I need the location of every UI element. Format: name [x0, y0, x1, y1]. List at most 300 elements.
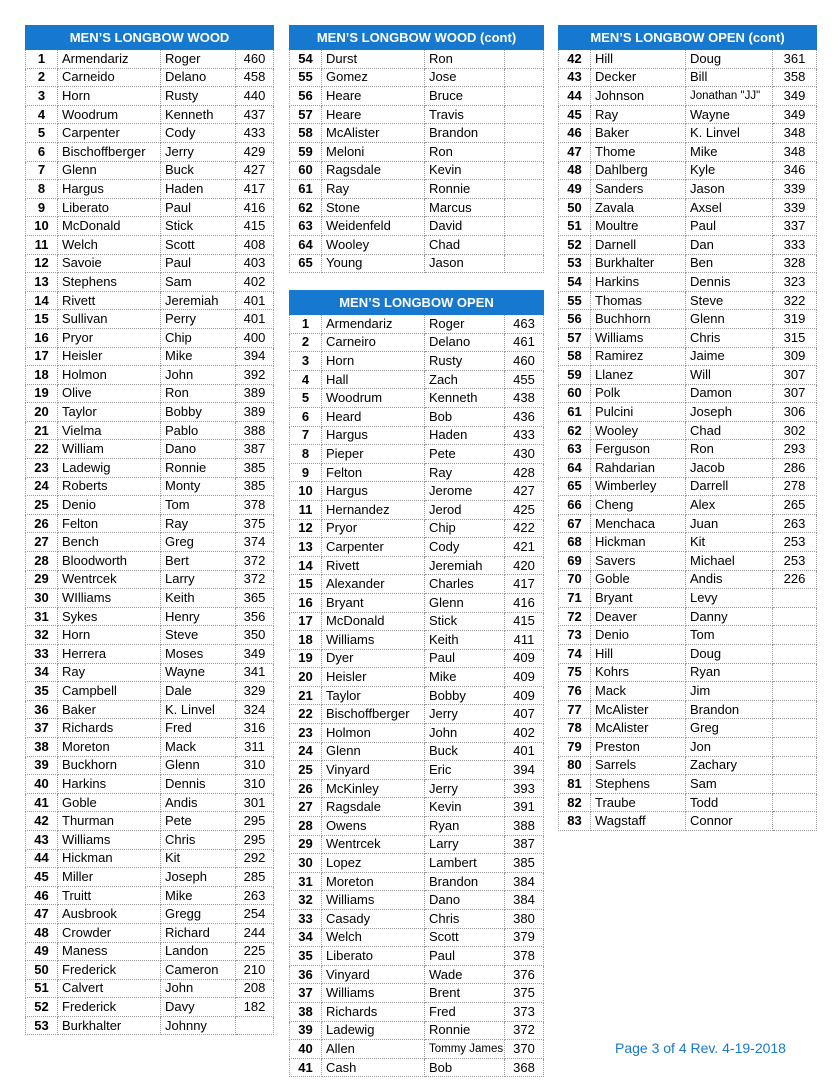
- last-name-cell: Cheng: [591, 496, 686, 515]
- last-name-cell: Harkins: [591, 273, 686, 292]
- table-row: [26, 347, 274, 366]
- score-cell: 365: [236, 589, 274, 608]
- score-cell: 428: [505, 463, 544, 482]
- score-cell: 253: [773, 552, 817, 571]
- rank-cell: 54: [559, 273, 591, 292]
- score-cell: 415: [236, 217, 274, 236]
- table-row: [290, 649, 544, 668]
- rank-cell: 36: [290, 965, 322, 984]
- first-name-cell: Moses: [161, 645, 236, 664]
- table-row: [290, 593, 544, 612]
- last-name-cell: Thurman: [58, 812, 161, 831]
- last-name-cell: Felton: [58, 514, 161, 533]
- table-row: [290, 352, 544, 371]
- first-name-cell: Bob: [425, 1058, 505, 1077]
- last-name-cell: Baker: [58, 700, 161, 719]
- first-name-cell: Cameron: [161, 961, 236, 980]
- table-row: [26, 440, 274, 459]
- first-name-cell: Dan: [686, 235, 773, 254]
- score-cell: 440: [236, 87, 274, 106]
- table-row: [26, 254, 274, 273]
- last-name-cell: Maness: [58, 942, 161, 961]
- table-row: [290, 724, 544, 743]
- first-name-cell: Alex: [686, 496, 773, 515]
- table-row: [290, 854, 544, 873]
- rank-cell: 23: [26, 459, 58, 478]
- first-name-cell: Keith: [425, 631, 505, 650]
- first-name-cell: Kevin: [425, 798, 505, 817]
- rank-cell: 65: [559, 477, 591, 496]
- last-name-cell: Campbell: [58, 682, 161, 701]
- table-row: [559, 700, 817, 719]
- last-name-cell: Pieper: [322, 445, 425, 464]
- first-name-cell: Rusty: [425, 352, 505, 371]
- first-name-cell: Chris: [425, 910, 505, 929]
- table-row: [559, 459, 817, 478]
- last-name-cell: Alexander: [322, 575, 425, 594]
- first-name-cell: Chad: [425, 235, 505, 254]
- first-name-cell: Steve: [686, 291, 773, 310]
- score-cell: 349: [236, 645, 274, 664]
- first-name-cell: Michael: [686, 552, 773, 571]
- table-row: [290, 891, 544, 910]
- score-cell: 263: [236, 886, 274, 905]
- first-name-cell: Greg: [161, 533, 236, 552]
- first-name-cell: Dale: [161, 682, 236, 701]
- last-name-cell: Truitt: [58, 886, 161, 905]
- score-cell: 463: [505, 315, 544, 334]
- last-name-cell: Williams: [322, 984, 425, 1003]
- last-name-cell: Hargus: [322, 482, 425, 501]
- rank-cell: 22: [290, 705, 322, 724]
- rank-cell: 50: [559, 198, 591, 217]
- last-name-cell: Woodrum: [58, 105, 161, 124]
- rank-cell: 57: [290, 105, 322, 124]
- rank-cell: 42: [559, 50, 591, 69]
- first-name-cell: Tommy James: [425, 1040, 505, 1059]
- first-name-cell: Andis: [161, 793, 236, 812]
- score-cell: 349: [773, 87, 817, 106]
- last-name-cell: Felton: [322, 463, 425, 482]
- last-name-cell: Young: [322, 254, 425, 273]
- first-name-cell: Mike: [161, 347, 236, 366]
- rank-cell: 25: [290, 761, 322, 780]
- score-cell: 375: [505, 984, 544, 1003]
- score-cell: 265: [773, 496, 817, 515]
- rank-cell: 48: [559, 161, 591, 180]
- last-name-cell: Mack: [591, 682, 686, 701]
- table-row: [290, 965, 544, 984]
- last-name-cell: Crowder: [58, 923, 161, 942]
- first-name-cell: Jerod: [425, 500, 505, 519]
- last-name-cell: Calvert: [58, 979, 161, 998]
- score-cell: [773, 756, 817, 775]
- table-title: MEN’S LONGBOW WOOD: [26, 26, 274, 50]
- rank-cell: 52: [559, 235, 591, 254]
- score-cell: 411: [505, 631, 544, 650]
- last-name-cell: Vinyard: [322, 965, 425, 984]
- table-row: [559, 87, 817, 106]
- first-name-cell: Jerry: [161, 142, 236, 161]
- score-cell: 295: [236, 812, 274, 831]
- first-name-cell: Levy: [686, 589, 773, 608]
- table-row: [26, 291, 274, 310]
- rank-cell: 6: [290, 407, 322, 426]
- rank-cell: 22: [26, 440, 58, 459]
- rank-cell: 5: [26, 124, 58, 143]
- table-row: [559, 142, 817, 161]
- table-row: [26, 923, 274, 942]
- score-cell: 389: [236, 384, 274, 403]
- rank-cell: 32: [26, 626, 58, 645]
- rank-cell: 33: [290, 910, 322, 929]
- score-cell: 401: [505, 742, 544, 761]
- table-row: [290, 686, 544, 705]
- first-name-cell: Pablo: [161, 421, 236, 440]
- first-name-cell: Doug: [686, 50, 773, 69]
- last-name-cell: Hernandez: [322, 500, 425, 519]
- first-name-cell: Haden: [425, 426, 505, 445]
- rank-cell: 37: [290, 984, 322, 1003]
- table-row: [290, 779, 544, 798]
- last-name-cell: Burkhalter: [58, 1016, 161, 1035]
- table-row: [26, 198, 274, 217]
- last-name-cell: Heare: [322, 105, 425, 124]
- first-name-cell: Paul: [425, 947, 505, 966]
- score-cell: 460: [505, 352, 544, 371]
- table-row: [559, 161, 817, 180]
- score-cell: 385: [236, 477, 274, 496]
- score-cell: 293: [773, 440, 817, 459]
- first-name-cell: David: [425, 217, 505, 236]
- last-name-cell: Moultre: [591, 217, 686, 236]
- score-cell: 315: [773, 328, 817, 347]
- last-name-cell: Heard: [322, 407, 425, 426]
- score-cell: 385: [505, 854, 544, 873]
- first-name-cell: Brandon: [425, 872, 505, 891]
- last-name-cell: Rivett: [322, 556, 425, 575]
- table-row: [290, 984, 544, 1003]
- table-row: [290, 124, 544, 143]
- rank-cell: 63: [290, 217, 322, 236]
- score-cell: 348: [773, 124, 817, 143]
- rank-cell: 11: [290, 500, 322, 519]
- rank-cell: 49: [26, 942, 58, 961]
- table-row: [26, 477, 274, 496]
- table-mens-longbow-open-cont: [558, 25, 817, 831]
- score-cell: 310: [236, 775, 274, 794]
- first-name-cell: Buck: [161, 161, 236, 180]
- last-name-cell: Casady: [322, 910, 425, 929]
- last-name-cell: Decker: [591, 68, 686, 87]
- rank-cell: 71: [559, 589, 591, 608]
- table-row: [26, 180, 274, 199]
- last-name-cell: Buckhorn: [58, 756, 161, 775]
- table-mens-longbow-wood-cont: [289, 25, 544, 273]
- table-row: [26, 756, 274, 775]
- table-row: [559, 198, 817, 217]
- rank-cell: 56: [290, 87, 322, 106]
- rank-cell: 12: [26, 254, 58, 273]
- first-name-cell: Chad: [686, 421, 773, 440]
- table-row: [290, 105, 544, 124]
- last-name-cell: Bischoffberger: [58, 142, 161, 161]
- last-name-cell: Stone: [322, 198, 425, 217]
- score-cell: 373: [505, 1002, 544, 1021]
- score-cell: 341: [236, 663, 274, 682]
- first-name-cell: John: [161, 979, 236, 998]
- last-name-cell: Wentrcek: [58, 570, 161, 589]
- last-name-cell: Goble: [591, 570, 686, 589]
- last-name-cell: Sullivan: [58, 310, 161, 329]
- rank-cell: 33: [26, 645, 58, 664]
- score-cell: 387: [236, 440, 274, 459]
- score-cell: 358: [773, 68, 817, 87]
- last-name-cell: Harkins: [58, 775, 161, 794]
- last-name-cell: Welch: [322, 928, 425, 947]
- last-name-cell: Cash: [322, 1058, 425, 1077]
- rank-cell: 70: [559, 570, 591, 589]
- table-row: [26, 328, 274, 347]
- table-row: [26, 607, 274, 626]
- first-name-cell: Travis: [425, 105, 505, 124]
- table-row: [26, 812, 274, 831]
- last-name-cell: Hargus: [322, 426, 425, 445]
- score-cell: 350: [236, 626, 274, 645]
- table-row: [290, 705, 544, 724]
- first-name-cell: Wayne: [686, 105, 773, 124]
- first-name-cell: Bobby: [161, 403, 236, 422]
- rank-cell: 29: [26, 570, 58, 589]
- table-row: [559, 626, 817, 645]
- table-row: [559, 235, 817, 254]
- rank-cell: 37: [26, 719, 58, 738]
- first-name-cell: Bert: [161, 552, 236, 571]
- rank-cell: 62: [559, 421, 591, 440]
- first-name-cell: Cody: [425, 538, 505, 557]
- first-name-cell: Jeremiah: [161, 291, 236, 310]
- last-name-cell: Rivett: [58, 291, 161, 310]
- first-name-cell: Cody: [161, 124, 236, 143]
- last-name-cell: William: [58, 440, 161, 459]
- last-name-cell: Gomez: [322, 68, 425, 87]
- score-cell: 409: [505, 649, 544, 668]
- first-name-cell: Darrell: [686, 477, 773, 496]
- table-row: [26, 459, 274, 478]
- first-name-cell: Mike: [161, 886, 236, 905]
- score-cell: 295: [236, 830, 274, 849]
- score-cell: 372: [505, 1021, 544, 1040]
- table-row: [26, 570, 274, 589]
- table-row: [26, 310, 274, 329]
- rank-cell: 27: [26, 533, 58, 552]
- table-row: [26, 775, 274, 794]
- rank-cell: 57: [559, 328, 591, 347]
- table-row: [559, 50, 817, 69]
- last-name-cell: Traube: [591, 793, 686, 812]
- rank-cell: 48: [26, 923, 58, 942]
- score-cell: [773, 700, 817, 719]
- first-name-cell: Delano: [425, 333, 505, 352]
- rank-cell: 4: [26, 105, 58, 124]
- rank-cell: 45: [559, 105, 591, 124]
- table-row: [559, 589, 817, 608]
- last-name-cell: McAlister: [591, 719, 686, 738]
- first-name-cell: Scott: [425, 928, 505, 947]
- last-name-cell: Williams: [322, 891, 425, 910]
- last-name-cell: Bryant: [591, 589, 686, 608]
- first-name-cell: Charles: [425, 575, 505, 594]
- score-cell: [505, 124, 544, 143]
- rank-cell: 16: [290, 593, 322, 612]
- last-name-cell: Bischoffberger: [322, 705, 425, 724]
- table-row: [559, 403, 817, 422]
- table-row: [26, 552, 274, 571]
- last-name-cell: Taylor: [322, 686, 425, 705]
- last-name-cell: McKinley: [322, 779, 425, 798]
- last-name-cell: Ausbrook: [58, 905, 161, 924]
- first-name-cell: Eric: [425, 761, 505, 780]
- first-name-cell: Jacob: [686, 459, 773, 478]
- score-cell: 408: [236, 235, 274, 254]
- table-row: [559, 607, 817, 626]
- table-row: [290, 872, 544, 891]
- table-row: [290, 426, 544, 445]
- score-cell: 372: [236, 552, 274, 571]
- score-cell: 307: [773, 366, 817, 385]
- rank-cell: 9: [290, 463, 322, 482]
- rank-cell: 11: [26, 235, 58, 254]
- first-name-cell: Buck: [425, 742, 505, 761]
- last-name-cell: Hickman: [58, 849, 161, 868]
- rank-cell: 35: [26, 682, 58, 701]
- rank-cell: 12: [290, 519, 322, 538]
- table-row: [26, 793, 274, 812]
- first-name-cell: Zach: [425, 370, 505, 389]
- rank-cell: 76: [559, 682, 591, 701]
- score-cell: 349: [773, 105, 817, 124]
- table-row: [559, 793, 817, 812]
- score-cell: 210: [236, 961, 274, 980]
- score-cell: 339: [773, 180, 817, 199]
- table-row: [559, 180, 817, 199]
- score-cell: 372: [236, 570, 274, 589]
- first-name-cell: Ben: [686, 254, 773, 273]
- rank-cell: 51: [559, 217, 591, 236]
- score-cell: 415: [505, 612, 544, 631]
- last-name-cell: Baker: [591, 124, 686, 143]
- last-name-cell: Hall: [322, 370, 425, 389]
- rank-cell: 74: [559, 645, 591, 664]
- table-row: [559, 477, 817, 496]
- last-name-cell: Holmon: [322, 724, 425, 743]
- table-row: [26, 682, 274, 701]
- score-cell: [505, 217, 544, 236]
- rank-cell: 41: [26, 793, 58, 812]
- first-name-cell: Jerry: [425, 779, 505, 798]
- score-cell: 278: [773, 477, 817, 496]
- score-cell: 458: [236, 68, 274, 87]
- rank-cell: 30: [290, 854, 322, 873]
- table-row: [26, 68, 274, 87]
- score-cell: 301: [236, 793, 274, 812]
- score-cell: 433: [505, 426, 544, 445]
- table-row: [26, 849, 274, 868]
- rank-cell: 14: [26, 291, 58, 310]
- last-name-cell: Carpenter: [58, 124, 161, 143]
- first-name-cell: Glenn: [686, 310, 773, 329]
- rank-cell: 4: [290, 370, 322, 389]
- first-name-cell: Dano: [425, 891, 505, 910]
- rank-cell: 54: [290, 50, 322, 69]
- first-name-cell: Bill: [686, 68, 773, 87]
- rank-cell: 40: [290, 1040, 322, 1059]
- rank-cell: 34: [26, 663, 58, 682]
- score-cell: 263: [773, 514, 817, 533]
- last-name-cell: Hill: [591, 645, 686, 664]
- rank-cell: 80: [559, 756, 591, 775]
- rank-cell: 24: [26, 477, 58, 496]
- score-cell: [505, 180, 544, 199]
- rank-cell: 72: [559, 607, 591, 626]
- rank-cell: 69: [559, 552, 591, 571]
- score-cell: 416: [505, 593, 544, 612]
- first-name-cell: John: [161, 366, 236, 385]
- score-cell: 394: [505, 761, 544, 780]
- rank-cell: 75: [559, 663, 591, 682]
- first-name-cell: Ron: [425, 50, 505, 69]
- score-cell: 422: [505, 519, 544, 538]
- last-name-cell: Hargus: [58, 180, 161, 199]
- table-row: [26, 961, 274, 980]
- score-cell: 286: [773, 459, 817, 478]
- first-name-cell: Scott: [161, 235, 236, 254]
- last-name-cell: Durst: [322, 50, 425, 69]
- table-row: [290, 254, 544, 273]
- table-row: [290, 500, 544, 519]
- first-name-cell: Roger: [425, 315, 505, 334]
- first-name-cell: Kyle: [686, 161, 773, 180]
- first-name-cell: Johnny: [161, 1016, 236, 1035]
- table-row: [26, 50, 274, 69]
- table-row: [559, 663, 817, 682]
- score-cell: 401: [236, 291, 274, 310]
- rank-cell: 8: [26, 180, 58, 199]
- table-row: [26, 645, 274, 664]
- rank-cell: 35: [290, 947, 322, 966]
- last-name-cell: Heisler: [322, 668, 425, 687]
- last-name-cell: Johnson: [591, 87, 686, 106]
- last-name-cell: Richards: [322, 1002, 425, 1021]
- score-cell: 254: [236, 905, 274, 924]
- last-name-cell: McAlister: [322, 124, 425, 143]
- last-name-cell: Roberts: [58, 477, 161, 496]
- first-name-cell: Roger: [161, 50, 236, 69]
- score-cell: 378: [505, 947, 544, 966]
- score-cell: [505, 198, 544, 217]
- rank-cell: 44: [26, 849, 58, 868]
- score-cell: 380: [505, 910, 544, 929]
- rank-cell: 49: [559, 180, 591, 199]
- rank-cell: 21: [290, 686, 322, 705]
- rank-cell: 13: [26, 273, 58, 292]
- first-name-cell: Joseph: [686, 403, 773, 422]
- rank-cell: 82: [559, 793, 591, 812]
- score-cell: 182: [236, 998, 274, 1017]
- score-cell: 374: [236, 533, 274, 552]
- score-cell: 417: [236, 180, 274, 199]
- first-name-cell: Glenn: [425, 593, 505, 612]
